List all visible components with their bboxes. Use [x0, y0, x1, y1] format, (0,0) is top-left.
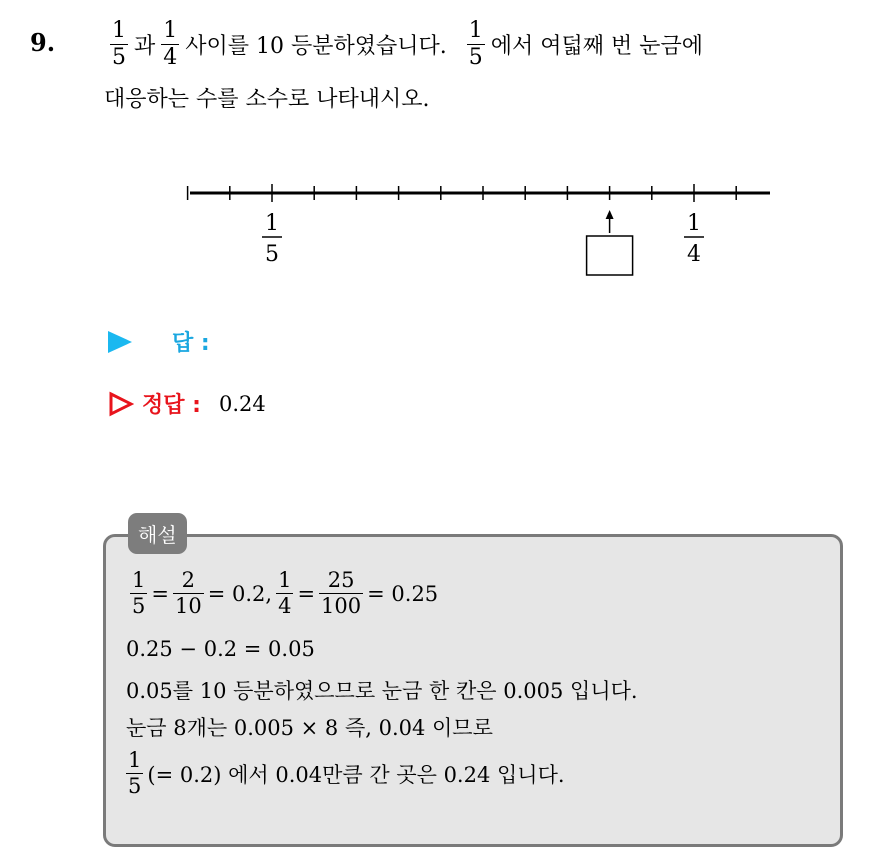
numerator: 1 — [128, 748, 142, 772]
denominator: 100 — [321, 594, 362, 618]
correct-answer-value: 0.24 — [218, 391, 266, 416]
sol-fraction-3 — [276, 570, 293, 617]
sol-text-5: (= 0.2) 에서 0.04만큼 간 곳은 0.24 입니다. — [147, 762, 565, 787]
question-text-end: 에서 여덟째 번 눈금에 — [490, 33, 704, 59]
denominator: 5 — [132, 594, 146, 618]
sol-text-2: = 0.25 — [367, 581, 439, 606]
denominator: 4 — [163, 44, 178, 70]
sol-text-1: = 0.2, — [207, 581, 273, 606]
numerator: 1 — [278, 568, 292, 592]
left-label-numerator: 1 — [265, 211, 279, 236]
solution-line-5 — [126, 750, 565, 797]
solution-line-2: 0.25 − 0.2 = 0.05 — [126, 637, 315, 661]
sol-fraction-1 — [130, 570, 147, 617]
answer-box — [587, 236, 633, 275]
denominator: 5 — [128, 774, 142, 798]
numerator: 1 — [468, 17, 483, 43]
answer-label: 답 : — [172, 331, 210, 356]
play-triangle-icon — [108, 331, 132, 353]
numerator: 1 — [163, 17, 178, 43]
right-label-numerator: 1 — [687, 211, 701, 236]
question-number: 9. — [30, 28, 56, 57]
sol-fraction-2 — [173, 570, 204, 617]
left-label-denominator: 5 — [265, 242, 279, 267]
solution-line-4: 눈금 8개는 0.005 × 8 즉, 0.04 이므로 — [126, 716, 493, 740]
fraction-one-fourth — [161, 17, 179, 70]
numerator: 1 — [112, 17, 126, 43]
question-line-2: 대응하는 수를 소수로 나타내시오. — [104, 87, 430, 112]
correct-answer — [108, 388, 266, 419]
numerator: 1 — [132, 568, 146, 592]
solution-line-3: 0.05를 10 등분하였으므로 눈금 한 칸은 0.005 입니다. — [126, 679, 638, 703]
question-line-1 — [104, 14, 703, 74]
denominator: 5 — [468, 44, 483, 70]
arrow-head-icon — [606, 210, 614, 219]
sol-fraction-5 — [126, 750, 143, 797]
question-text-and: 과 — [134, 33, 156, 59]
number-line — [0, 160, 884, 280]
outline-triangle-icon — [108, 391, 134, 417]
correct-answer-label: 정답 : — [142, 393, 201, 418]
numerator: 25 — [327, 568, 355, 592]
solution-tag: 해설 — [128, 513, 187, 554]
fraction-one-fifth-2 — [467, 17, 485, 70]
fraction-one-fifth — [110, 17, 128, 70]
denominator: 10 — [174, 594, 202, 618]
sol-eq-2: = — [297, 581, 316, 606]
solution-line-1 — [126, 570, 438, 617]
question-text-mid: 사이를 10 등분하였습니다. — [185, 33, 447, 59]
right-label-denominator: 4 — [687, 242, 701, 267]
answer-prompt — [108, 326, 210, 357]
numerator: 2 — [181, 568, 196, 592]
sol-fraction-4 — [319, 570, 363, 617]
denominator: 4 — [278, 594, 292, 618]
sol-eq-1: = — [151, 581, 169, 606]
denominator: 5 — [112, 44, 126, 70]
